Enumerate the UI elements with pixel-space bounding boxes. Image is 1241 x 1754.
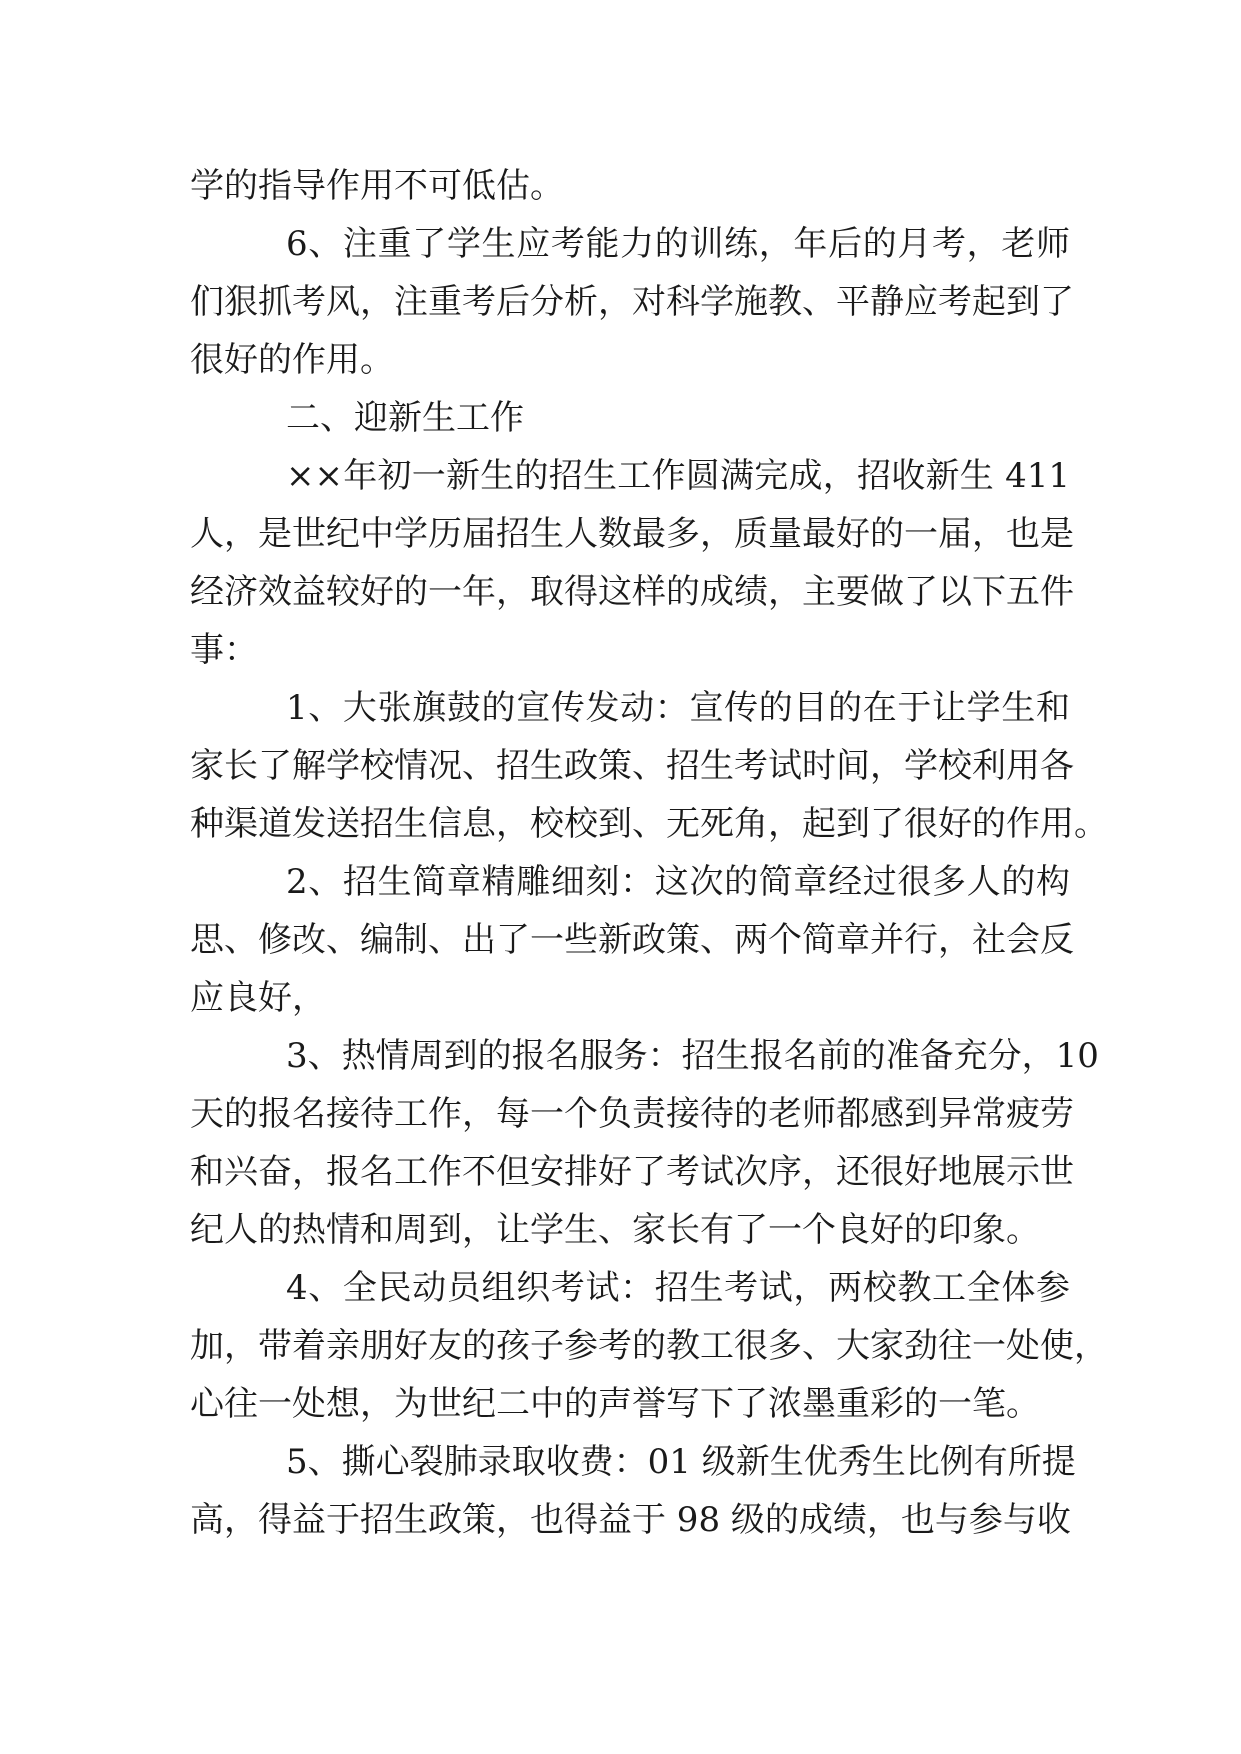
paragraph-line: 人，是世纪中学历届招生人数最多，质量最好的一届，也是 xyxy=(190,514,1074,554)
paragraph-line: 事： xyxy=(190,630,258,670)
paragraph-line: 经济效益较好的一年，取得这样的成绩，主要做了以下五件 xyxy=(190,572,1074,612)
paragraph-line: 们狠抓考风，注重考后分析，对科学施教、平静应考起到了 xyxy=(190,282,1074,322)
paragraph-line: 家长了解学校情况、招生政策、招生考试时间，学校利用各 xyxy=(190,746,1074,786)
paragraph-line: 4、全民动员组织考试：招生考试，两校教工全体参 xyxy=(286,1268,1070,1308)
paragraph-line: 种渠道发送招生信息，校校到、无死角，起到了很好的作用。 xyxy=(190,804,1108,844)
paragraph-line: 3、热情周到的报名服务：招生报名前的准备充分，10 xyxy=(286,1036,1099,1076)
paragraph-line: 高，得益于招生政策，也得益于 98 级的成绩，也与参与收 xyxy=(190,1500,1071,1540)
paragraph-line: 天的报名接待工作，每一个负责接待的老师都感到异常疲劳 xyxy=(190,1094,1074,1134)
document-body xyxy=(190,157,1108,1549)
paragraph-line: 和兴奋，报名工作不但安排好了考试次序，还很好地展示世 xyxy=(190,1152,1074,1192)
section-heading: 二、迎新生工作 xyxy=(286,398,524,438)
paragraph-line: 1、大张旗鼓的宣传发动：宣传的目的在于让学生和 xyxy=(286,688,1070,728)
paragraph-line: 加，带着亲朋好友的孩子参考的教工很多、大家劲往一处使， xyxy=(190,1326,1108,1366)
paragraph-line: 思、修改、编制、出了一些新政策、两个简章并行，社会反 xyxy=(190,920,1074,960)
paragraph-line: ××年初一新生的招生工作圆满完成，招收新生 411 xyxy=(286,456,1070,496)
paragraph-line: 学的指导作用不可低估。 xyxy=(190,166,564,206)
paragraph-line: 很好的作用。 xyxy=(190,340,394,380)
paragraph-line: 应良好， xyxy=(190,978,326,1018)
paragraph-line: 2、招生简章精雕细刻：这次的简章经过很多人的构 xyxy=(286,862,1070,902)
paragraph-line: 纪人的热情和周到，让学生、家长有了一个良好的印象。 xyxy=(190,1210,1040,1250)
paragraph-line: 5、撕心裂肺录取收费：01 级新生优秀生比例有所提 xyxy=(286,1442,1076,1482)
paragraph-line: 心往一处想，为世纪二中的声誉写下了浓墨重彩的一笔。 xyxy=(190,1384,1040,1424)
paragraph-line: 6、注重了学生应考能力的训练，年后的月考，老师 xyxy=(286,224,1070,264)
